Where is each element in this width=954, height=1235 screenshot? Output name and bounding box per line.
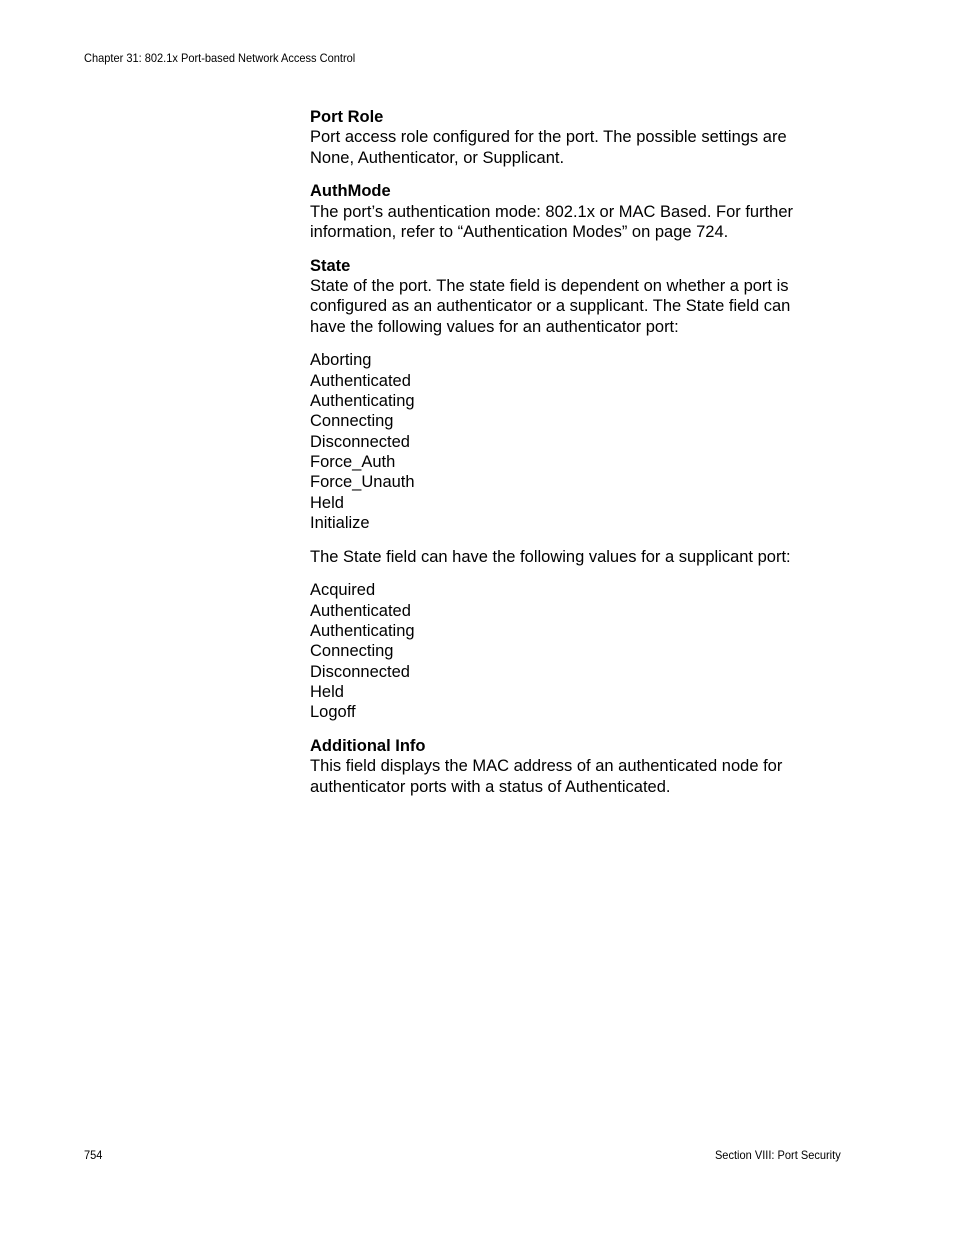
- description-line: This field displays the MAC address of an authenticated node for: [310, 757, 783, 776]
- list-item: Disconnected: [310, 662, 410, 681]
- list-item: Connecting: [310, 412, 394, 431]
- field-port-role: [310, 107, 830, 168]
- authenticator-state-list: [310, 350, 830, 533]
- section-title: Section VIII: Port Security: [715, 1148, 841, 1162]
- description-line: configured as an authenticator or a supplicant. The State field can: [310, 297, 791, 316]
- description-line: authenticator ports with a status of Authenticated.: [310, 777, 671, 796]
- list-item: Connecting: [310, 642, 394, 661]
- list-item: Initialize: [310, 513, 370, 532]
- field-description: [310, 127, 830, 168]
- list-item: Disconnected: [310, 432, 410, 451]
- supplicant-state-list: [310, 580, 830, 722]
- list-item: Aborting: [310, 351, 372, 370]
- list-item: Held: [310, 493, 344, 512]
- page-content: [310, 107, 830, 810]
- field-description: [310, 202, 830, 243]
- list-item: Acquired: [310, 581, 376, 600]
- list-item: Authenticated: [310, 371, 411, 390]
- field-title: Additional Info: [310, 737, 426, 756]
- supplicant-intro: The State field can have the following values for a supplicant port:: [310, 547, 791, 566]
- field-title: AuthMode: [310, 182, 391, 201]
- description-line: Port access role configured for the port. The possible settings are: [310, 128, 787, 147]
- list-item: Logoff: [310, 703, 356, 722]
- running-header: Chapter 31: 802.1x Port-based Network Access Control: [84, 51, 356, 65]
- list-item: Held: [310, 682, 344, 701]
- description-line: have the following values for an authenticator port:: [310, 317, 679, 336]
- field-title: Port Role: [310, 108, 384, 126]
- field-description: [310, 276, 830, 337]
- description-line: State of the port. The state field is dependent on whether a port is: [310, 277, 789, 296]
- page-number: 754: [84, 1148, 103, 1162]
- list-item: Authenticating: [310, 622, 415, 641]
- field-title: State: [310, 256, 351, 275]
- description-line: The port’s authentication mode: 802.1x or MAC Based. For further: [310, 202, 794, 221]
- list-item: Authenticating: [310, 392, 415, 411]
- field-additional-info: [310, 736, 830, 797]
- list-item: Authenticated: [310, 601, 411, 620]
- list-item: Force_Unauth: [310, 473, 415, 492]
- field-authmode: [310, 181, 830, 242]
- field-state: [310, 256, 830, 337]
- list-item: Force_Auth: [310, 452, 396, 471]
- field-description: [310, 756, 830, 797]
- description-line: information, refer to “Authentication Modes” on page 724.: [310, 222, 729, 241]
- description-line: None, Authenticator, or Supplicant.: [310, 148, 565, 167]
